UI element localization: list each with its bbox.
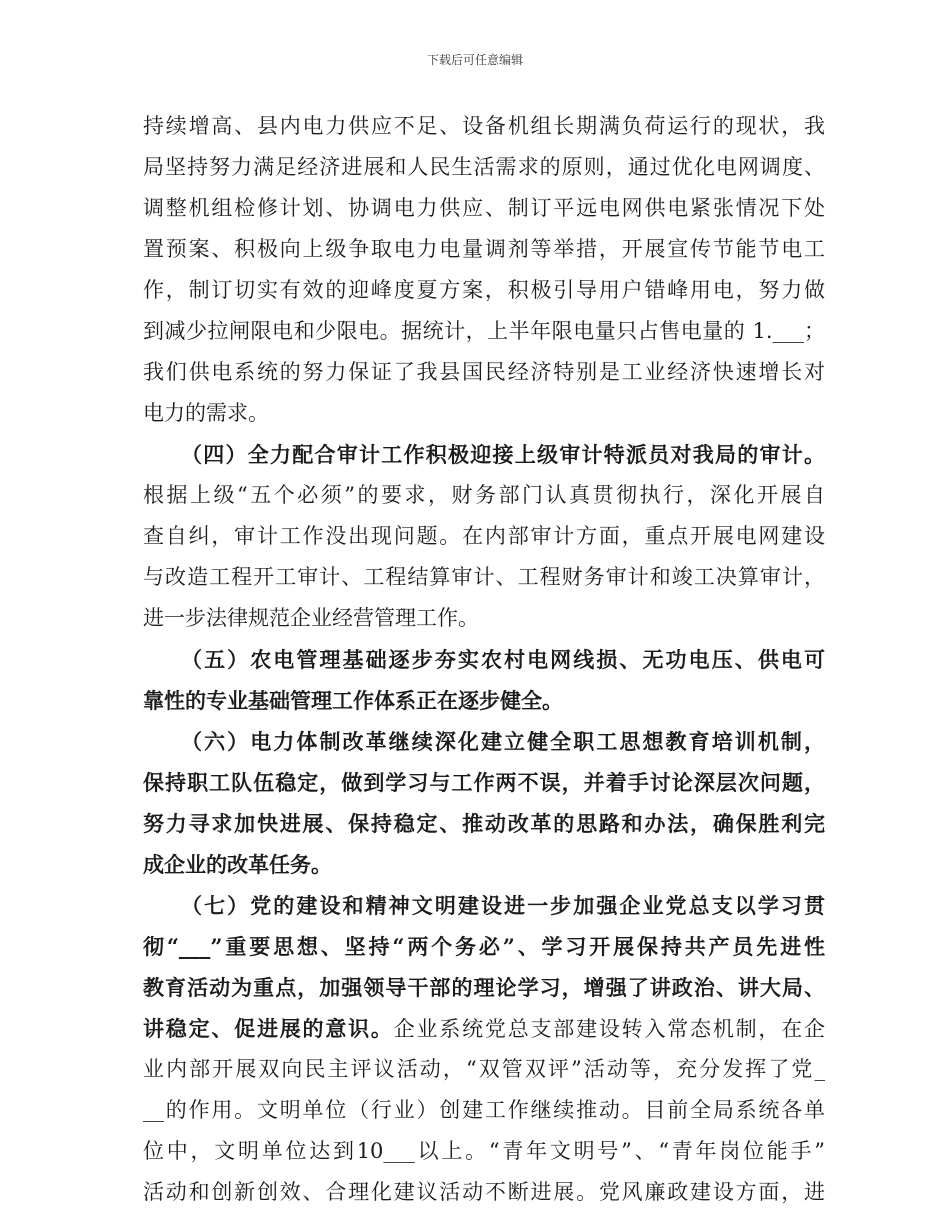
text-line: 置预案、积极向上级争取电力电量调剂等举措，开展宣传节能节电工 (143, 237, 825, 261)
section-heading-line: 努力寻求加快进展、保持稳定、推动改革的思路和办法，确保胜利完 (143, 811, 825, 836)
section-heading-line: 保持职工队伍稳定，做到学习与工作两不误，并着手讨论深层次问题， (143, 770, 825, 795)
text-line: 活动和创新创效、合理化建议活动不断进展。党风廉政建设方面，进 (143, 1180, 825, 1204)
section-heading-line: 靠性的专业基础管理工作体系正在逐步健全。 (143, 688, 563, 713)
text-line-mixed (143, 1008, 825, 1049)
section-heading: （七）党的建设和精神文明建设进一步加强企业党总支以学习贯 (181, 893, 825, 918)
text-line: 位中，文明单位达到10___以上。“青年文明号”、“青年岗位能手” (143, 1139, 825, 1163)
paragraph-section-6 (143, 721, 825, 885)
paragraph-section-5 (143, 639, 825, 721)
text-line: 持续增高、县内电力供应不足、设备机组长期满负荷运行的现状，我 (143, 114, 825, 138)
text-line: 根据上级“五个必须”的要求，财务部门认真贯彻执行，深化开展自 (143, 483, 825, 507)
paragraph-section-4 (143, 434, 825, 639)
section-heading: （五）农电管理基础逐步夯实农村电网线损、无功电压、供电可 (181, 647, 825, 672)
text-line: 局坚持努力满足经济进展和人民生活需求的原则，通过优化电网调度、 (143, 155, 825, 179)
section-heading-tail: 讲稳定、促进展的意识。 (143, 1016, 394, 1041)
text-line: 我们供电系统的努力保证了我县国民经济特别是工业经济快速增长对 (143, 360, 825, 384)
text-line: __的作用。文明单位（行业）创建工作继续推动。目前全局系统各单 (143, 1098, 825, 1122)
text-line: 查自纠，审计工作没出现问题。在内部审计方面，重点开展电网建设 (143, 524, 825, 548)
paragraph-continuation (143, 106, 825, 434)
paragraph-section-7 (143, 885, 825, 1213)
text-line: 与改造工程开工审计、工程结算审计、工程财务审计和竣工决算审计， (143, 565, 825, 589)
text-line: 电力的需求。 (143, 401, 269, 425)
text-line: 业内部开展双向民主评议活动，“双管双评”活动等，充分发挥了党_ (143, 1057, 825, 1081)
section-heading: （四）全力配合审计工作积极迎接上级审计特派员对我局的审计。 (181, 442, 825, 467)
body-text-segment: 企业系统党总支部建设转入常态机制，在企 (393, 1017, 825, 1041)
section-heading-line: 教育活动为重点，加强领导干部的理论学习，增强了讲政治、讲大局、 (143, 975, 825, 1000)
section-heading: （六）电力体制改革继续深化建立健全职工思想教育培训机制， (181, 729, 825, 754)
document-body (143, 106, 825, 1213)
text-line: 调整机组检修计划、协调电力供应、制订平远电网供电紧张情况下处 (143, 196, 825, 220)
text-line: 作，制订切实有效的迎峰度夏方案，积极引导用户错峰用电，努力做 (143, 278, 825, 302)
section-heading-line: 彻“___”重要思想、坚持“两个务必”、学习开展保持共产员先进性 (143, 934, 825, 959)
download-note: 下载后可任意编辑 (426, 53, 523, 67)
text-line: 进一步法律规范企业经营管理工作。 (143, 606, 479, 630)
text-line: 到减少拉闸限电和少限电。据统计，上半年限电量只占售电量的 1.___； (143, 319, 825, 343)
section-heading-line: 成企业的改革任务。 (143, 852, 332, 877)
